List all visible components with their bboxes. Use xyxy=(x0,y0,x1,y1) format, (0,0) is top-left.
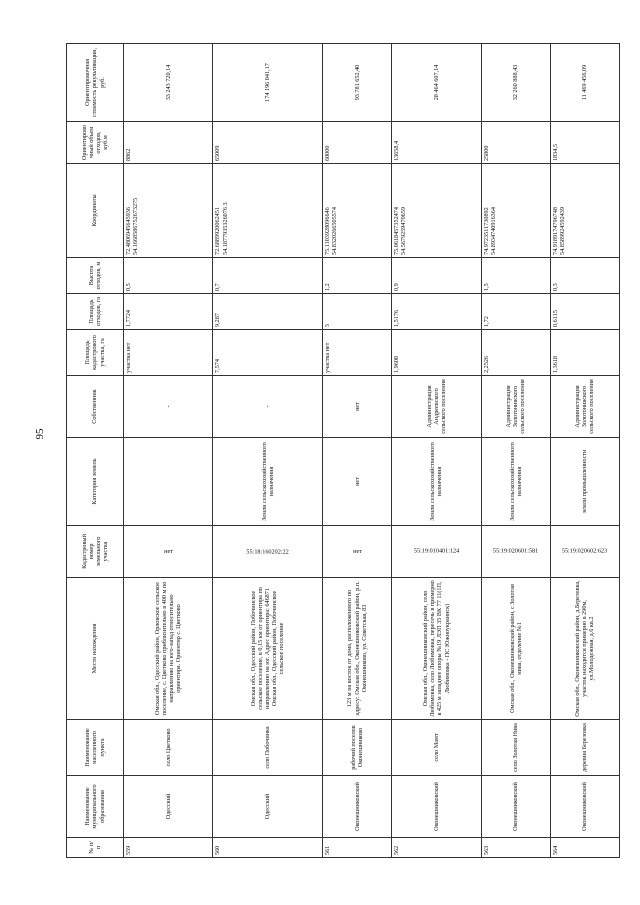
header-waste-area: Площадь отходов, га xyxy=(67,294,124,330)
cell-volume: 8862 xyxy=(124,122,213,164)
cell-settlement: деревня Березовка xyxy=(550,720,619,776)
cell-waste-area: 0,6115 xyxy=(550,294,619,330)
header-owner: Собственник xyxy=(67,376,124,438)
cell-cost: 28 464 607,14 xyxy=(392,44,481,122)
cell-coordinates: 74.9189174796748 54.8589924592439 xyxy=(550,164,619,258)
cell-cadastral-text: 55:18:160202:22 xyxy=(246,547,289,555)
cell-municipality: Оконешниковский xyxy=(481,776,550,838)
cell-municipality: Оконешниковский xyxy=(550,776,619,838)
header-municipality: Наименование муниципального образования xyxy=(67,776,124,838)
cell-settlement: рабочий поселок Оконешниково xyxy=(323,720,392,776)
cell-num: 562 xyxy=(392,838,481,858)
cell-land-category: Земли сельскохозяйственного назначения xyxy=(392,438,481,526)
cell-cadastral xyxy=(323,526,392,578)
cell-coordinates: 75.0618457352474 54.5679259470659 xyxy=(392,164,481,258)
cell-settlement: село Побочинка xyxy=(213,720,323,776)
cell-num: 564 xyxy=(550,838,619,858)
header-cadastral: Кадастровый номер земельного участка xyxy=(67,526,124,578)
cell-cost: 174 196 041,17 xyxy=(213,44,323,122)
cell-cadastral-text: нет xyxy=(352,547,362,555)
cell-cost: 93 781 652,40 xyxy=(323,44,392,122)
cell-owner: - xyxy=(124,376,213,438)
cell-municipality: Одесский xyxy=(124,776,213,838)
cell-land-category xyxy=(124,438,213,526)
header-settlement: Наименование населенного пункта xyxy=(67,720,124,776)
cell-plot-area: 1,9608 xyxy=(392,330,481,376)
cell-num: 563 xyxy=(481,838,550,858)
cell-location: Омская обл., Одесский район, Побочинское сельское поселение, в 0,15 км от ориентира по направлению на юг. Адрес ориентира: 646871 Омская обл., Одесский район, Побочинское сельское поселение xyxy=(213,578,323,720)
header-row xyxy=(67,44,124,858)
cell-settlement: село Цветково xyxy=(124,720,213,776)
cell-coordinates: 75.1103928096646 54.8320266505574 xyxy=(323,164,392,258)
table-row xyxy=(213,44,323,858)
cell-location: Омская обл., Одесский район, Орловское сельское поселение, с. Цветково приблизительно в 400 м по направлению на юго-запад относительно ориентира. Ориентир с. Цветково xyxy=(124,578,213,720)
header-cost: Ориентировочная стоимость рекультивации, руб. xyxy=(67,44,124,122)
header-volume: Ориентировочный объем отходов, куб.м xyxy=(67,122,124,164)
cell-cadastral-text: 55:19:020601:581 xyxy=(492,547,539,555)
cell-coordinates: 74.9723511730892 54.8934740916364 xyxy=(481,164,550,258)
cell-municipality: Оконешниковский xyxy=(323,776,392,838)
cell-height: 0,5 xyxy=(124,258,213,294)
cell-plot-area: 7,574 xyxy=(213,330,323,376)
cell-owner: Администрация Золотонивского сельского поселения xyxy=(550,376,619,438)
cell-cadastral xyxy=(392,526,481,578)
cell-location: Омская обл., Оконешниковский район, д.Березовка, участок находится примерно в 290м, ул.Молодежная, д.6 кв.2 xyxy=(550,578,619,720)
cell-cost: 33 243 720,14 xyxy=(124,44,213,122)
cell-volume: 60000 xyxy=(323,122,392,164)
cell-plot-area: 1,3618 xyxy=(550,330,619,376)
table-row xyxy=(323,44,392,858)
cell-num: 559 xyxy=(124,838,213,858)
cell-municipality: Одесский xyxy=(213,776,323,838)
cell-cost: 11 469 456,09 xyxy=(550,44,619,122)
cell-land-category: Земли сельскохозяйственного назначения xyxy=(213,438,323,526)
table-row xyxy=(124,44,213,858)
cell-land-category: земли промышленности xyxy=(550,438,619,526)
cell-cadastral xyxy=(550,526,619,578)
cell-cadastral xyxy=(213,526,323,578)
header-num: № п/п xyxy=(67,838,124,858)
cell-waste-area: 5 xyxy=(323,294,392,330)
header-land-category: Категория земель xyxy=(67,438,124,526)
cell-height: 0,7 xyxy=(213,258,323,294)
cell-cost: 32 260 888,43 xyxy=(481,44,550,122)
cell-plot-area: участка нет xyxy=(323,330,392,376)
cell-height: 1,5 xyxy=(481,258,550,294)
table-row xyxy=(550,44,619,858)
cell-coordinates: 72.4806945645936 54.1668586752673275 xyxy=(124,164,213,258)
cell-waste-area: 9,287 xyxy=(213,294,323,330)
cell-waste-area: 1,72 xyxy=(481,294,550,330)
cell-plot-area: участка нет xyxy=(124,330,213,376)
cell-num: 560 xyxy=(213,838,323,858)
header-coordinates: Координаты xyxy=(67,164,124,258)
cell-owner: - xyxy=(213,376,323,438)
cell-volume: 65009 xyxy=(213,122,323,164)
waste-sites-table xyxy=(66,43,620,858)
header-plot-area: Площадь кадастрового участка, га xyxy=(67,330,124,376)
cell-location: 123 м на восток от дома, расположенного по адресу: Омская обл., Оконешниковский район, р.п. Оконешниково, ул. Советская, 83 xyxy=(323,578,392,720)
cell-owner: нет xyxy=(323,376,392,438)
header-height: Высота отходов, м xyxy=(67,258,124,294)
cell-cadastral xyxy=(124,526,213,578)
cell-cadastral xyxy=(481,526,550,578)
cell-cadastral-text: 55:19:010401:124 xyxy=(413,547,460,555)
cell-plot-area: 2,2526 xyxy=(481,330,550,376)
cell-settlement: село Золотая Нива xyxy=(481,720,550,776)
cell-waste-area: 1,7724 xyxy=(124,294,213,330)
cell-municipality: Оконешниковский xyxy=(392,776,481,838)
cell-volume: 25800 xyxy=(481,122,550,164)
cell-owner: Администрация Андреевского сельского поселения xyxy=(392,376,481,438)
cell-height: 1,2 xyxy=(323,258,392,294)
cell-cadastral-text: 55:19:020602:623 xyxy=(562,547,608,555)
cell-location: Омская обл., Оконешниковский район, село Любимовка, село Любимовка, пересечь в примерно в 425 м западнее опоры №19 ЛЭП 35 ВК 77 11(1П, Любимовка - ПС Южноукраинск) xyxy=(392,578,481,720)
cell-owner: Администрация Золотонивского сельского поселения xyxy=(481,376,550,438)
cell-num: 561 xyxy=(323,838,392,858)
cell-height: 0,3 xyxy=(550,258,619,294)
header-location: Место нахождения xyxy=(67,578,124,720)
cell-waste-area: 1,5176 xyxy=(392,294,481,330)
cell-settlement: село Мамт xyxy=(392,720,481,776)
cell-volume: 1834,5 xyxy=(550,122,619,164)
cell-land-category: Земли сельскохозяйственного назначения xyxy=(481,438,550,526)
page-number: 95 xyxy=(34,428,46,440)
table-row xyxy=(481,44,550,858)
table-row xyxy=(392,44,481,858)
cell-location: Омская обл., Оконешниковский район, с Золотая нива, отделение №1 xyxy=(481,578,550,720)
table-sheet xyxy=(66,44,620,858)
cell-volume: 13658,4 xyxy=(392,122,481,164)
cell-land-category: нет xyxy=(323,438,392,526)
cell-coordinates: 72.6889920062451 54.1877935326076 3 xyxy=(213,164,323,258)
cell-height: 0,9 xyxy=(392,258,481,294)
cell-cadastral-text: нет xyxy=(163,547,173,555)
